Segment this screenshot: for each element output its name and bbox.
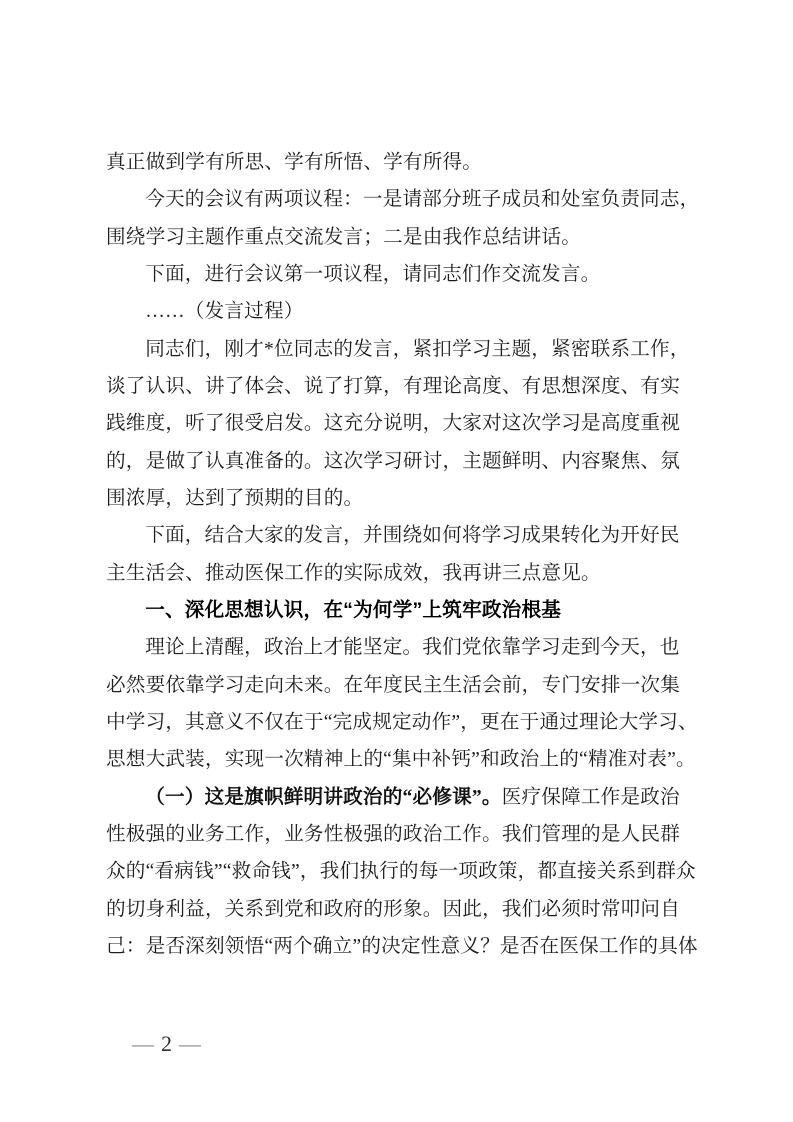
text-line bbox=[106, 331, 706, 368]
text-line bbox=[106, 480, 706, 517]
text-segment: 性极强的业务工作，业务性极强的政治工作。我们管理的是人民群 bbox=[106, 823, 681, 845]
text-line bbox=[106, 256, 706, 293]
text-segment: 围绕学习主题作重点交流发言；二是由我作总结讲话。 bbox=[106, 226, 582, 248]
text-segment: 围浓厚，达到了预期的目的。 bbox=[106, 487, 364, 509]
text-segment: 同志们，刚才*位同志的发言，紧扣学习主题，紧密联系工作， bbox=[145, 338, 690, 360]
text-line bbox=[106, 219, 706, 256]
text-line bbox=[106, 853, 706, 890]
page-number-left-dash: — bbox=[132, 1031, 154, 1056]
text-segment: 众的“看病钱”“救命钱”，我们执行的每一项政策，都直接关系到群众 bbox=[106, 861, 696, 883]
text-segment: 的，是做了认真准备的。这次学习研讨，主题鲜明、内容聚焦、氛 bbox=[106, 450, 681, 472]
text-line bbox=[106, 517, 706, 554]
text-line bbox=[106, 779, 706, 816]
text-line bbox=[106, 741, 706, 778]
page-number bbox=[132, 1030, 201, 1058]
text-segment: 必然要依靠学习走向未来。在年度民主生活会前，专门安排一次集 bbox=[106, 674, 681, 696]
text-line bbox=[106, 928, 706, 965]
text-line bbox=[106, 181, 706, 218]
text-segment: 谈了认识、讲了体会、说了打算，有理论高度、有思想深度、有实 bbox=[106, 375, 681, 397]
page-number-value: 2 bbox=[161, 1031, 172, 1056]
text-line bbox=[106, 144, 706, 181]
text-segment: ……（发言过程） bbox=[145, 301, 304, 323]
text-line bbox=[106, 555, 706, 592]
text-segment: 一、深化思想认识，在“为何学”上筑牢政治根基 bbox=[145, 598, 562, 621]
page-number-right-dash: — bbox=[179, 1031, 201, 1056]
text-segment: 中学习，其意义不仅在于“完成规定动作”，更在于通过理论大学习、 bbox=[106, 711, 698, 733]
text-line bbox=[106, 293, 706, 330]
text-line bbox=[106, 891, 706, 928]
text-segment: 己：是否深刻领悟“两个确立”的决定性意义？是否在医保工作的具体 bbox=[106, 935, 698, 957]
text-segment: 的切身利益，关系到党和政府的形象。因此，我们必须时常叩问自 bbox=[106, 898, 681, 920]
text-segment: 理论上清醒，政治上才能坚定。我们党依靠学习走到今天，也 bbox=[145, 637, 680, 659]
text-line bbox=[106, 368, 706, 405]
text-segment: 践维度，听了很受启发。这充分说明，大家对这次学习是高度重视 bbox=[106, 413, 681, 435]
text-line bbox=[106, 816, 706, 853]
text-segment: 下面，进行会议第一项议程，请同志们作交流发言。 bbox=[145, 263, 601, 285]
text-line bbox=[106, 629, 706, 666]
text-segment: 医疗保障工作是政治 bbox=[501, 786, 680, 808]
text-line bbox=[106, 667, 706, 704]
text-segment: 下面，结合大家的发言，并围绕如何将学习成果转化为开好民 bbox=[145, 525, 680, 547]
text-line bbox=[106, 405, 706, 442]
document-body bbox=[106, 144, 706, 965]
text-line bbox=[106, 704, 706, 741]
text-segment: 真正做到学有所思、学有所悟、学有所得。 bbox=[106, 152, 483, 173]
text-segment: 主生活会、推动医保工作的实际成效，我再讲三点意见。 bbox=[106, 562, 601, 584]
section-heading bbox=[106, 592, 706, 629]
text-line bbox=[106, 443, 706, 480]
text-segment: 思想大武装，实现一次精神上的“集中补钙”和政治上的“精准对表”。 bbox=[106, 749, 696, 771]
paragraph-lead-bold: （一）这是旗帜鲜明讲政治的“必修课”。 bbox=[145, 786, 502, 808]
text-segment: 今天的会议有两项议程：一是请部分班子成员和处室负责同志， bbox=[145, 189, 700, 211]
